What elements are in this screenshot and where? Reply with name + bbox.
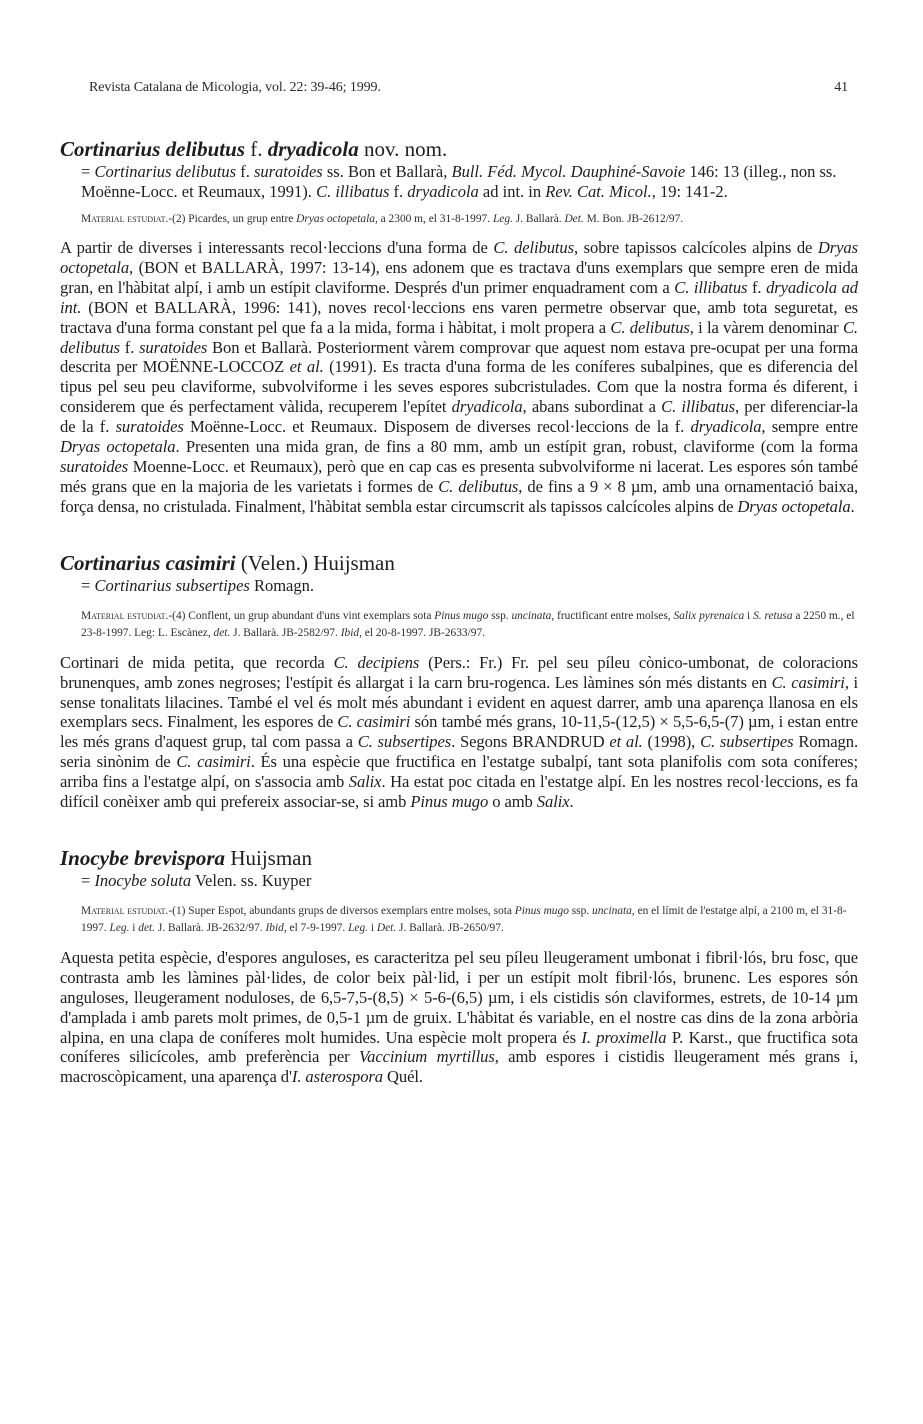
- taxon-heading: Cortinarius delibutus f. dryadicola nov. nom.: [60, 137, 448, 161]
- synonym-line: = Inocybe soluta Velen. ss. Kuyper: [81, 870, 312, 890]
- taxon-section-brevispora: [60, 845, 858, 1087]
- synonym-line: = Cortinarius delibutus f. suratoides ss. Bon et Ballarà, Bull. Féd. Mycol. Dauphiné-Savoie 146: 13 (illeg., non ss. Moënne-Locc. et Reumaux, 1991). C. illibatus f. dryadicola ad int. in Rev. Cat. Micol., 19: 141-2.: [81, 162, 837, 201]
- journal-citation: Revista Catalana de Micologia, vol. 22: 39-46; 1999.: [89, 80, 381, 95]
- material-studied: Material estudiat.-(2) Picardes, un grup entre Dryas octopetala, a 2300 m, el 31-8-1997. Leg. J. Ballarà. Det. M. Bon. JB-2612/97.: [81, 213, 684, 225]
- taxon-heading: Cortinarius casimiri (Velen.) Huijsman: [60, 550, 395, 575]
- description-paragraph: A partir de diverses i interessants recol·leccions d'una forma de C. delibutus, sobre tapissos calcícoles alpins de Dryas octopetala, (BON et BALLARÀ, 1997: 13-14), ens adonem que es tractava d'uns exemplars que sempre eren de mida gran, en l'hàbitat alpí, i amb un estípit claviforme. Després d'un primer enquadrament com a C. illibatus f. dryadicola ad int. (BON et BALLARÀ, 1996: 141), noves recol·leccions ens varen permetre observar que, amb tota seguretat, es tractava d'una forma constant pel que fa a la mida, forma i hàbitat, i molt propera a C. delibutus, i la vàrem denominar C. delibutus f. suratoides Bon et Ballarà. Posteriorment vàrem comprovar que aquest nom estava pre-ocupat per una forma descrita per MOËNNE-LOCCOZ et al. (1991). Es tracta d'una forma de les coníferes subalpines, que es diferencia del tipus pel seu peu claviforme, subvolviforme i les seves espores subcristulades. Com que la nostra forma és diferent, i considerem que és perfectament vàlida, recuperem l'epítet dryadicola, abans subordinat a C. illibatus, per diferenciar-la de la f. suratoides Moënne-Locc. et Reumaux. Disposem de diverses recol·leccions de la f. dryadicola, sempre entre Dryas octopetala. Presenten una mida gran, de fins a 80 mm, amb un estípit gran, robust, claviforme (com la forma suratoides Moenne-Locc. et Reumaux), però que en cap cas es presenta subvolviforme ni lacerat. Les espores són també més grans que en la majoria de les varietats i formes de C. delibutus, de fins a 9 × 8 µm, amb una ornamentació baixa, força densa, no cristulada. Finalment, l'hàbitat sembla estar circumscrit als tapissos calcícoles alpins de Dryas octopetala.: [60, 238, 859, 516]
- taxon-section-casimiri: [60, 550, 858, 812]
- synonym-line: = Cortinarius subsertipes Romagn.: [81, 575, 315, 595]
- running-header: [89, 80, 848, 96]
- taxon-section-delibutus: [60, 136, 858, 517]
- taxon-heading: Inocybe brevispora Huijsman: [60, 845, 312, 870]
- description-paragraph: Aquesta petita espècie, d'espores anguloses, es caracteritza pel seu píleu lleugerament umbonat i fibril·lós, bru fosc, que contrasta amb les làmines pàl·lides, de color beix pàl·lid, i per un estípit molt fibril·lós, brunenc. Les espores són anguloses, lleugerament noduloses, de 6,5-7,5-(8,5) × 5-6-(6,5) µm, i els cistidis són claviformes, estrets, de 10-14 µm d'amplada i amb parets molt primes, de 0,5-1 µm de gruix. L'hàbitat és variable, en el nostre cas dins de la zona arbòria alpina, en una clapa de coníferes molt humides. Una espècie molt propera és I. proximella P. Karst., que fructifica sota coníferes silicícoles, amb preferència per Vaccinium myrtillus, amb espores i cistidis lleugerament més grans i, macroscòpicament, una aparença d'I. asterospora Quél.: [60, 947, 859, 1087]
- material-studied: Material estudiat.-(4) Conflent, un grup abundant d'uns vint exemplars sota Pinus mugo ssp. uncinata, fructificant entre molses, Salix pyrenaica i S. retusa a 2250 m., el 23-8-1997. Leg: L. Escànez, det. J. Ballarà. JB-2582/97. Ibid, el 20-8-1997. JB-2633/97.: [81, 609, 855, 639]
- article-body: [60, 136, 858, 1087]
- page-number: 41: [834, 80, 848, 95]
- description-paragraph: Cortinari de mida petita, que recorda C. decipiens (Pers.: Fr.) Fr. pel seu píleu cònico-umbonat, de coloracions brunenques, amb zones negroses; l'estípit és allargat i la carn bru-rogenca. Les làmines són més distants en C. casimiri, i sense tonalitats lilacines. També el vel és molt més abundant i evident en aquest darrer, amb una aparença llanosa en els exemplars secs. Finalment, les espores de C. casimiri són també més grans, 10-11,5-(12,5) × 5,5-6,5-(7) µm, i estan entre les més grans d'aquest grup, tal com passa a C. subsertipes. Segons BRANDRUD et al. (1998), C. subsertipes Romagn. seria sinònim de C. casimiri. És una espècie que fructifica en l'estatge subalpí, tant sota planifolis com sota coníferes; arriba fins a l'estatge alpí, on s'associa amb Salix. Ha estat poc citada en l'estatge alpí. En les nostres recol·leccions, es fa difícil conèixer amb qui prefereix associar-se, si amb Pinus mugo o amb Salix.: [60, 652, 858, 812]
- material-studied: Material estudiat.-(1) Super Espot, abundants grups de diversos exemplars entre molses, sota Pinus mugo ssp. uncinata, en el límit de l'estatge alpí, a 2100 m, el 31-8-1997. Leg. i det. J. Ballarà. JB-2632/97. Ibid, el 7-9-1997. Leg. i Det. J. Ballarà. JB-2650/97.: [81, 904, 847, 934]
